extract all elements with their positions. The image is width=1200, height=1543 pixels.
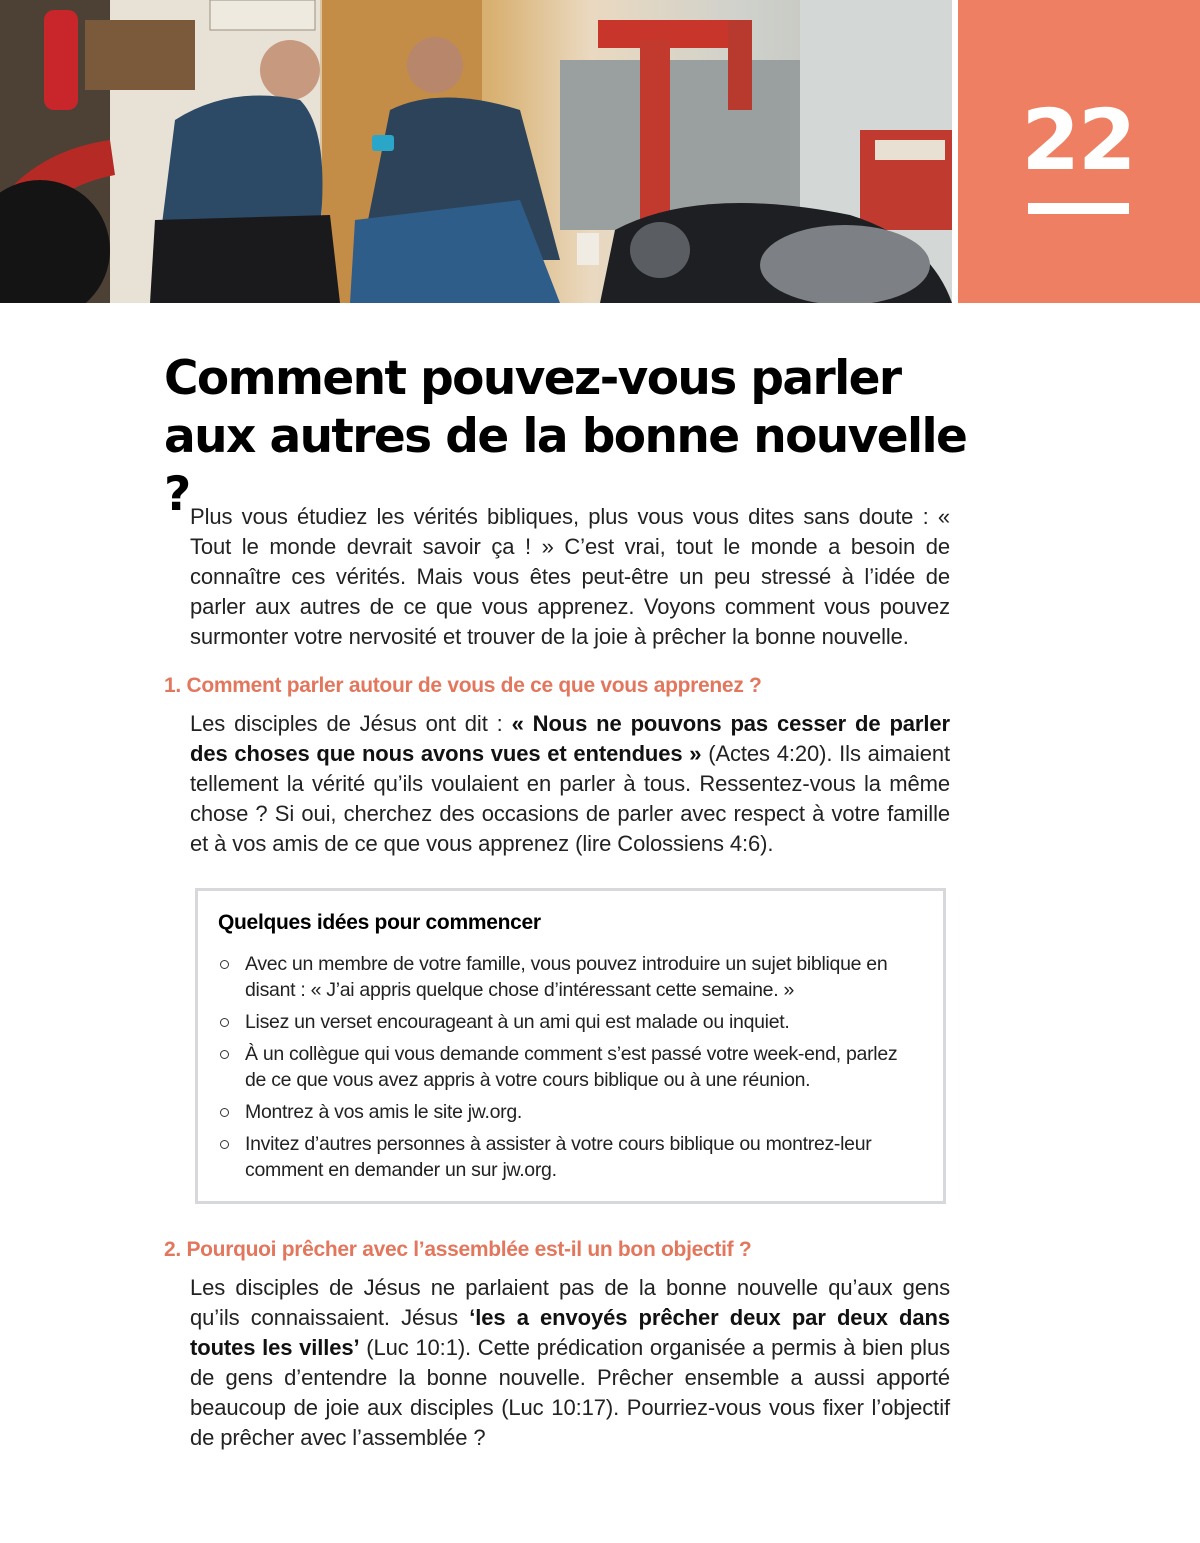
- section-1-paragraph: [190, 709, 950, 859]
- section-2-quote: ‘les a envoyés prêcher deux par deux dans toutes les villes’: [190, 1305, 951, 1360]
- section-1-text-after: (Actes 4:20). Ils aimaient tellement la vérité qu’ils voulaient en parler à tous. Ressentez-vous la même chose ? Si oui, cherchez des occasions de parler avec respect à votre famille et à vos amis de ce que vous apprenez (lire Colossiens 4:6).: [190, 741, 950, 856]
- machine-arm-vertical: [728, 20, 752, 110]
- fire-extinguisher: [44, 10, 78, 110]
- man-right-head: [407, 37, 463, 93]
- circle-bullet-icon: [220, 960, 229, 969]
- lesson-number-underline: [1028, 203, 1129, 214]
- motorcycle-headlight: [630, 222, 690, 278]
- title-line-2: aux autres de la bonne nouvelle ?: [164, 409, 967, 522]
- ideas-list-item: Montrez à vos amis le site jw.org.: [218, 1099, 918, 1125]
- header-photo: [0, 0, 952, 303]
- ideas-list: [218, 951, 918, 1189]
- machine-post: [640, 40, 670, 230]
- section-2-heading: 2. Pourquoi prêcher avec l’assemblée est-il un bon objectif ?: [164, 1238, 752, 1261]
- circle-bullet-icon: [220, 1050, 229, 1059]
- section-2-text-after: (Luc 10:1). Cette prédication organisée a permis à bien plus de gens d’entendre la bonne nouvelle. Prêcher ensemble a aussi apporté beaucoup de joie aux disciples (Luc 10:17). Pourriez-vous vous fixer l’objectif de prêcher avec l’assemblée ?: [190, 1335, 950, 1450]
- section-2-paragraph: [190, 1273, 950, 1453]
- section-1-quote: « Nous ne pouvons pas cesser de parler des choses que nous avons vues et entendues »: [190, 711, 951, 766]
- sign: [210, 0, 315, 30]
- circle-bullet-icon: [220, 1140, 229, 1149]
- ideas-box: [195, 888, 946, 1204]
- motorcycle-tank: [760, 225, 930, 303]
- ideas-box-title: Quelques idées pour commencer: [218, 911, 541, 934]
- machine-arm: [598, 20, 748, 48]
- ideas-list-item: À un collègue qui vous demande comment s’est passé votre week-end, parlez de ce que vous avez appris à votre cours biblique ou à une réunion.: [218, 1041, 918, 1093]
- phone: [372, 135, 394, 151]
- section-1-text-before: Les disciples de Jésus ont dit :: [190, 711, 512, 736]
- ideas-list-item: Invitez d’autres personnes à assister à votre cours biblique ou montrez-leur comment en demander un sur jw.org.: [218, 1131, 918, 1183]
- circle-bullet-icon: [220, 1108, 229, 1117]
- tester-gauge: [875, 140, 945, 160]
- man-left-pants: [150, 215, 340, 303]
- ideas-list-item: Avec un membre de votre famille, vous pouvez introduire un sujet biblique en disant : « J’ai appris quelque chose d’intéressant cette semaine. »: [218, 951, 918, 1003]
- section-1-heading: 1. Comment parler autour de vous de ce que vous apprenez ?: [164, 674, 762, 697]
- title-line-1: Comment pouvez-vous parler: [164, 351, 901, 406]
- ideas-list-item: Lisez un verset encourageant à un ami qui est malade ou inquiet.: [218, 1009, 918, 1035]
- lesson-number: 22: [1021, 91, 1135, 189]
- man-left-head: [260, 40, 320, 100]
- garage-scene-illustration: [0, 0, 952, 303]
- page-title: [164, 350, 984, 524]
- intro-paragraph: Plus vous étudiez les vérités bibliques, plus vous vous dites sans doute : « Tout le monde devrait savoir ça ! » C’est vrai, tout le monde a besoin de connaître ces vérités. Mais vous êtes peut-être un peu stressé à l’idée de parler aux autres de ce que vous apprenez. Voyons comment vous pouvez surmonter votre nervosité et trouver de la joie à prêcher la bonne nouvelle.: [190, 504, 950, 649]
- tool-board: [85, 20, 195, 90]
- circle-bullet-icon: [220, 1018, 229, 1027]
- section-2-text-before: Les disciples de Jésus ne parlaient pas de la bonne nouvelle qu’aux gens qu’ils connaissaient. Jésus: [190, 1275, 950, 1330]
- coffee-cup: [577, 233, 599, 265]
